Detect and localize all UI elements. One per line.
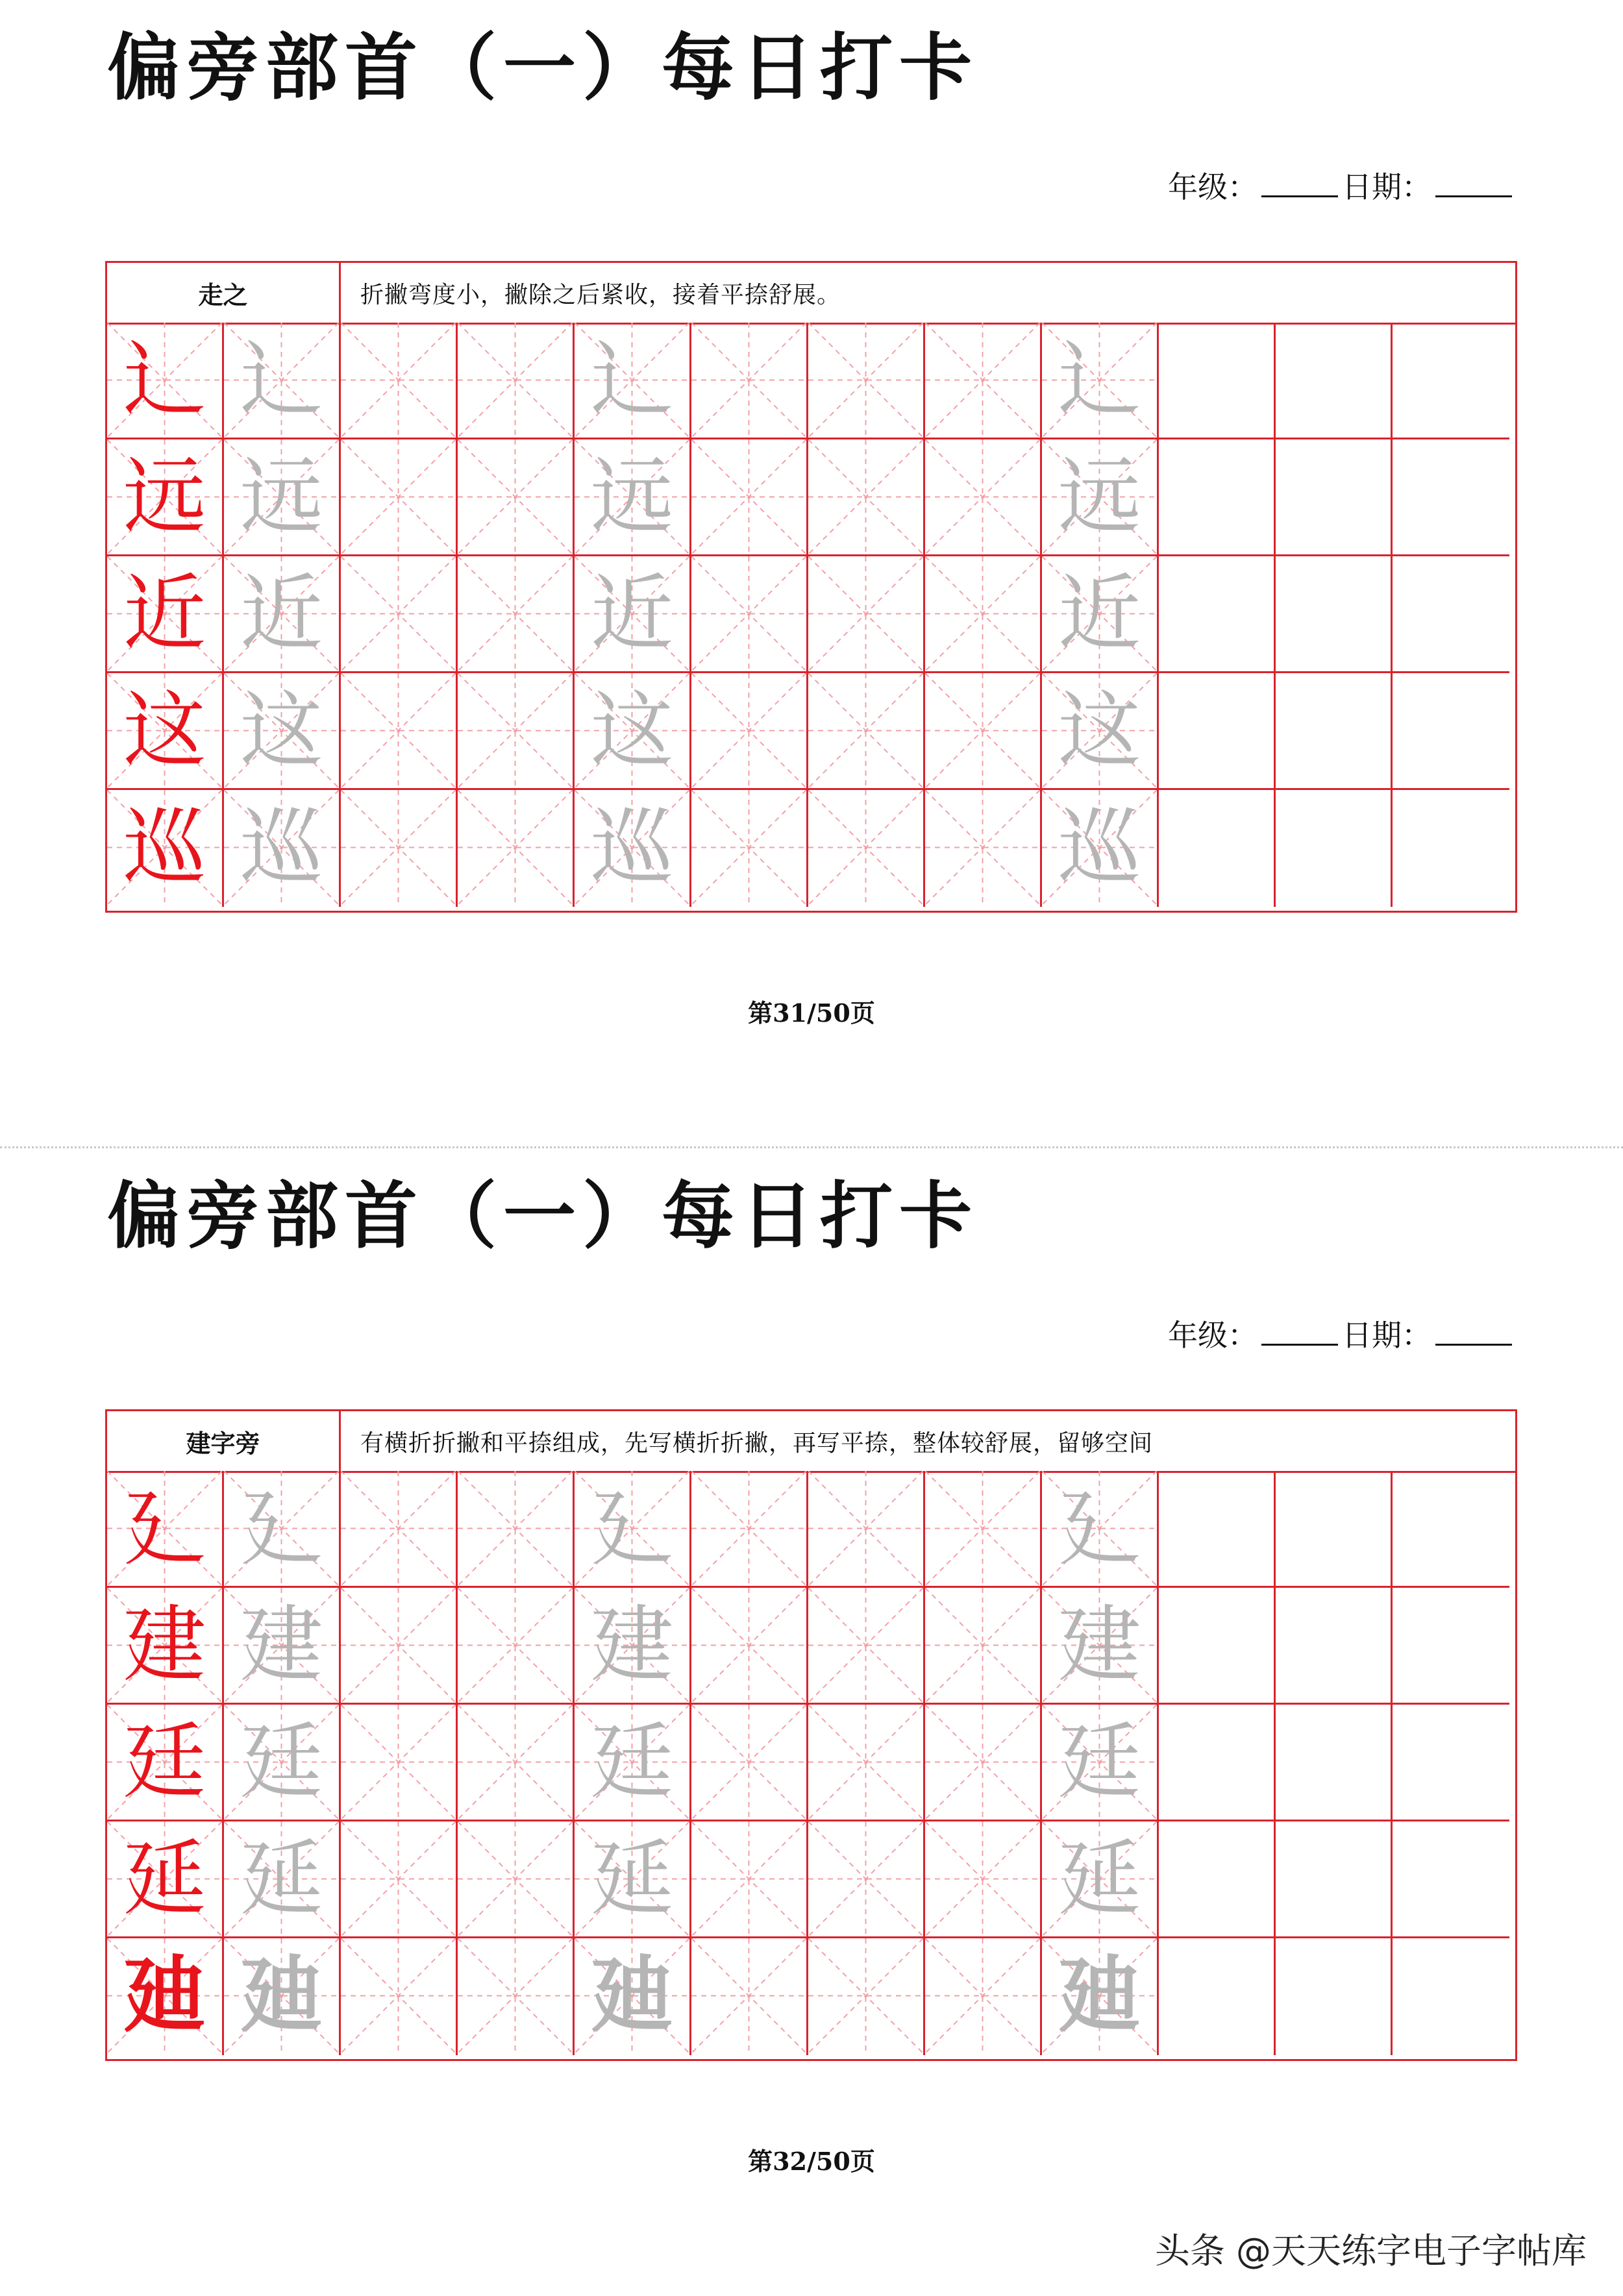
grid-cell[interactable] xyxy=(1276,1821,1393,1938)
grid-cell[interactable] xyxy=(1276,323,1393,439)
trace-character: 远 xyxy=(240,448,323,545)
guide-lines xyxy=(458,673,573,788)
guide-lines xyxy=(925,1938,1040,2053)
trace-character: 廸 xyxy=(240,1947,323,2044)
grade-date-line xyxy=(1168,1314,1516,1355)
grid-cell[interactable] xyxy=(107,1471,224,1588)
grid-cell[interactable] xyxy=(341,1821,458,1938)
grid-cell[interactable] xyxy=(107,673,224,790)
grid-cell[interactable] xyxy=(224,1588,341,1705)
grid-cell[interactable] xyxy=(1393,1471,1509,1588)
grid-cell[interactable] xyxy=(925,1471,1042,1588)
trace-character: 巡 xyxy=(590,798,674,896)
worksheet-page xyxy=(0,1148,1623,2296)
practice-sheet xyxy=(105,1409,1517,2061)
grid-cell[interactable] xyxy=(1042,1705,1159,1821)
grid-cell[interactable] xyxy=(575,790,691,907)
grid-cell[interactable] xyxy=(458,323,575,439)
page-number: 第32/50页 xyxy=(748,2147,875,2176)
grid-cell[interactable] xyxy=(1393,1705,1509,1821)
grid-cell[interactable] xyxy=(1276,556,1393,673)
guide-lines xyxy=(808,439,923,554)
grid-cell[interactable] xyxy=(458,673,575,790)
guide-lines xyxy=(341,439,456,554)
watermark: 头条 @天天练字电子字帖库 xyxy=(1154,2230,1587,2271)
trace-character: 远 xyxy=(590,448,674,545)
grid-cell[interactable] xyxy=(107,556,224,673)
grade-date-line xyxy=(1168,166,1516,206)
grid-cell[interactable] xyxy=(575,1938,691,2055)
grid-cell[interactable] xyxy=(691,439,808,556)
grid-cell[interactable] xyxy=(341,323,458,439)
grid-cell[interactable] xyxy=(1159,323,1276,439)
grid-cell[interactable] xyxy=(1159,439,1276,556)
trace-character: 延 xyxy=(1058,1830,1141,1927)
grid-cell[interactable] xyxy=(458,556,575,673)
trace-character: 这 xyxy=(590,682,674,779)
grade-blank[interactable] xyxy=(1261,166,1338,197)
trace-character: 远 xyxy=(1058,448,1141,545)
page-title: 偏旁部首（一）每日打卡 xyxy=(107,1174,978,1259)
grid-cell[interactable] xyxy=(808,1705,925,1821)
grid-cell[interactable] xyxy=(808,1588,925,1705)
guide-lines xyxy=(458,556,573,671)
grid-cell[interactable] xyxy=(341,790,458,907)
grid-cell[interactable] xyxy=(925,1938,1042,2055)
grid-cell[interactable] xyxy=(341,1588,458,1705)
grid-cell[interactable] xyxy=(107,1938,224,2055)
guide-lines xyxy=(925,1588,1040,1703)
date-label: 日期： xyxy=(1342,169,1431,204)
grid-cell[interactable] xyxy=(1042,556,1159,673)
guide-lines xyxy=(925,323,1040,438)
grid-cell[interactable] xyxy=(1159,556,1276,673)
trace-character: 廴 xyxy=(240,1479,323,1577)
grid-cell[interactable] xyxy=(575,1705,691,1821)
grid-cell[interactable] xyxy=(1276,439,1393,556)
grid-cell[interactable] xyxy=(1042,323,1159,439)
grade-label: 年级： xyxy=(1168,1318,1258,1353)
grid-cell[interactable] xyxy=(458,790,575,907)
trace-character: 近 xyxy=(1058,565,1141,662)
guide-lines xyxy=(341,673,456,788)
guide-lines xyxy=(458,1705,573,1820)
grid-cell[interactable] xyxy=(925,790,1042,907)
grid-cell[interactable] xyxy=(224,1705,341,1821)
grid-cell[interactable] xyxy=(1159,1471,1276,1588)
grid-cell[interactable] xyxy=(808,1821,925,1938)
grid-cell[interactable] xyxy=(691,556,808,673)
grid-cell[interactable] xyxy=(107,439,224,556)
writing-tip: 折撇弯度小，撇除之后紧收，接着平捺舒展。 xyxy=(360,281,841,308)
grid-cell[interactable] xyxy=(224,1471,341,1588)
guide-lines xyxy=(925,439,1040,554)
trace-character: 廷 xyxy=(1058,1713,1141,1810)
grid-cell[interactable] xyxy=(224,1821,341,1938)
model-character: 辶 xyxy=(123,331,206,428)
trace-character: 辶 xyxy=(1058,331,1141,428)
grid-cell[interactable] xyxy=(925,1588,1042,1705)
grid-cell[interactable] xyxy=(107,323,224,439)
grid-cell[interactable] xyxy=(808,790,925,907)
page-number: 第31/50页 xyxy=(748,998,875,1028)
grid-cell[interactable] xyxy=(691,1821,808,1938)
grid-cell[interactable] xyxy=(925,673,1042,790)
guide-lines xyxy=(341,556,456,671)
grid-cell[interactable] xyxy=(1276,1471,1393,1588)
guide-lines xyxy=(691,1821,806,1936)
grid-cell[interactable] xyxy=(224,556,341,673)
guide-lines xyxy=(691,1705,806,1820)
guide-lines xyxy=(458,439,573,554)
grid-cell[interactable] xyxy=(1159,1588,1276,1705)
trace-character: 近 xyxy=(240,565,323,662)
grid-cell[interactable] xyxy=(691,323,808,439)
guide-lines xyxy=(341,1821,456,1936)
guide-lines xyxy=(458,1821,573,1936)
grid-cell[interactable] xyxy=(1393,790,1509,907)
grid-cell[interactable] xyxy=(1393,1938,1509,2055)
grid-cell[interactable] xyxy=(224,323,341,439)
model-character: 这 xyxy=(123,682,206,779)
grid-cell[interactable] xyxy=(1393,673,1509,790)
grid-cell[interactable] xyxy=(575,439,691,556)
guide-lines xyxy=(691,1938,806,2053)
grid-cell[interactable] xyxy=(575,1588,691,1705)
grid-cell[interactable] xyxy=(341,439,458,556)
grid-cell[interactable] xyxy=(925,323,1042,439)
grid-cell[interactable] xyxy=(1042,790,1159,907)
grid-cell[interactable] xyxy=(1159,790,1276,907)
grid-cell[interactable] xyxy=(1276,790,1393,907)
trace-character: 建 xyxy=(590,1596,674,1694)
guide-lines xyxy=(691,1471,806,1586)
trace-character: 廷 xyxy=(240,1713,323,1810)
grid-cell[interactable] xyxy=(808,439,925,556)
guide-lines xyxy=(458,323,573,438)
grid-cell[interactable] xyxy=(1042,673,1159,790)
guide-lines xyxy=(808,790,923,905)
grid-cell[interactable] xyxy=(1393,323,1509,439)
date-blank[interactable] xyxy=(1435,1314,1512,1346)
trace-character: 延 xyxy=(590,1830,674,1927)
grid-cell[interactable] xyxy=(458,1705,575,1821)
guide-lines xyxy=(808,323,923,438)
grid-cell[interactable] xyxy=(107,1705,224,1821)
grid-cell[interactable] xyxy=(1393,439,1509,556)
grid-cell[interactable] xyxy=(575,323,691,439)
guide-lines xyxy=(458,1588,573,1703)
sheet-header xyxy=(107,1411,1515,1473)
model-character: 廸 xyxy=(123,1947,206,2044)
grid-cell[interactable] xyxy=(575,673,691,790)
grid-cell[interactable] xyxy=(925,1821,1042,1938)
trace-character: 廸 xyxy=(1058,1947,1141,2044)
grid-cell[interactable] xyxy=(224,439,341,556)
trace-character: 这 xyxy=(240,682,323,779)
grid-cell[interactable] xyxy=(925,1705,1042,1821)
grid-cell[interactable] xyxy=(1276,1938,1393,2055)
guide-lines xyxy=(458,1471,573,1586)
grid-cell[interactable] xyxy=(808,1471,925,1588)
grid-cell[interactable] xyxy=(107,1588,224,1705)
guide-lines xyxy=(341,323,456,438)
grid-cell[interactable] xyxy=(575,1821,691,1938)
guide-lines xyxy=(925,790,1040,905)
trace-character: 巡 xyxy=(1058,798,1141,896)
grid-cell[interactable] xyxy=(808,323,925,439)
model-character: 建 xyxy=(123,1596,206,1694)
trace-character: 建 xyxy=(1058,1596,1141,1694)
trace-character: 建 xyxy=(240,1596,323,1694)
grid-cell[interactable] xyxy=(575,556,691,673)
guide-lines xyxy=(341,1471,456,1586)
page-title: 偏旁部首（一）每日打卡 xyxy=(107,25,978,110)
date-blank[interactable] xyxy=(1435,166,1512,197)
grid-cell[interactable] xyxy=(691,1705,808,1821)
model-character: 近 xyxy=(123,565,206,662)
grid-cell[interactable] xyxy=(341,1938,458,2055)
trace-character: 辶 xyxy=(240,331,323,428)
guide-lines xyxy=(808,1821,923,1936)
grid-cell[interactable] xyxy=(691,673,808,790)
grid-cell[interactable] xyxy=(1042,1938,1159,2055)
grid-cell[interactable] xyxy=(458,1938,575,2055)
sheet-header xyxy=(107,263,1515,325)
guide-lines xyxy=(691,673,806,788)
model-character: 延 xyxy=(123,1830,206,1927)
model-character: 远 xyxy=(123,448,206,545)
grid-cell[interactable] xyxy=(107,1821,224,1938)
grid-cell[interactable] xyxy=(458,1471,575,1588)
grid-cell[interactable] xyxy=(691,1588,808,1705)
guide-lines xyxy=(341,790,456,905)
guide-lines xyxy=(925,1821,1040,1936)
guide-lines xyxy=(691,1588,806,1703)
trace-character: 廷 xyxy=(590,1713,674,1810)
grid-cell[interactable] xyxy=(925,439,1042,556)
guide-lines xyxy=(925,673,1040,788)
grid-cell[interactable] xyxy=(808,556,925,673)
grid-cell[interactable] xyxy=(224,1938,341,2055)
grid-cell[interactable] xyxy=(458,1821,575,1938)
trace-character: 这 xyxy=(1058,682,1141,779)
guide-lines xyxy=(691,323,806,438)
practice-sheet xyxy=(105,261,1517,913)
grid-cell[interactable] xyxy=(1042,1821,1159,1938)
guide-lines xyxy=(341,1705,456,1820)
guide-lines xyxy=(808,1588,923,1703)
guide-lines xyxy=(925,1705,1040,1820)
guide-lines xyxy=(925,556,1040,671)
radical-name: 建字旁 xyxy=(107,1411,341,1471)
model-character: 廴 xyxy=(123,1479,206,1577)
grade-blank[interactable] xyxy=(1261,1314,1338,1346)
guide-lines xyxy=(691,556,806,671)
practice-grid xyxy=(107,1471,1509,2055)
model-character: 廷 xyxy=(123,1713,206,1810)
grid-cell[interactable] xyxy=(691,1471,808,1588)
grid-cell[interactable] xyxy=(1393,1588,1509,1705)
guide-lines xyxy=(925,1471,1040,1586)
radical-name: 走之 xyxy=(107,263,341,323)
date-label: 日期： xyxy=(1342,1318,1431,1353)
guide-lines xyxy=(808,1938,923,2053)
grid-cell[interactable] xyxy=(224,790,341,907)
grid-cell[interactable] xyxy=(341,1705,458,1821)
guide-lines xyxy=(808,1705,923,1820)
grid-cell[interactable] xyxy=(458,439,575,556)
trace-character: 巡 xyxy=(240,798,323,896)
guide-lines xyxy=(808,1471,923,1586)
guide-lines xyxy=(341,1588,456,1703)
grid-cell[interactable] xyxy=(1393,1821,1509,1938)
guide-lines xyxy=(691,439,806,554)
trace-character: 廴 xyxy=(1058,1479,1141,1577)
grid-cell[interactable] xyxy=(575,1471,691,1588)
grid-cell[interactable] xyxy=(1159,1705,1276,1821)
grid-cell[interactable] xyxy=(1159,1938,1276,2055)
grid-cell[interactable] xyxy=(1042,1588,1159,1705)
grid-cell[interactable] xyxy=(1393,556,1509,673)
guide-lines xyxy=(808,556,923,671)
grid-cell[interactable] xyxy=(1159,1821,1276,1938)
guide-lines xyxy=(808,673,923,788)
trace-character: 近 xyxy=(590,565,674,662)
model-character: 巡 xyxy=(123,798,206,896)
grid-cell[interactable] xyxy=(1159,673,1276,790)
grid-cell[interactable] xyxy=(1042,1471,1159,1588)
grid-cell[interactable] xyxy=(341,673,458,790)
trace-character: 延 xyxy=(240,1830,323,1927)
grid-cell[interactable] xyxy=(925,556,1042,673)
guide-lines xyxy=(341,1938,456,2053)
grid-cell[interactable] xyxy=(691,1938,808,2055)
grid-cell[interactable] xyxy=(1276,673,1393,790)
trace-character: 廴 xyxy=(590,1479,674,1577)
grid-cell[interactable] xyxy=(808,673,925,790)
grid-cell[interactable] xyxy=(808,1938,925,2055)
grid-cell[interactable] xyxy=(1276,1705,1393,1821)
grid-cell[interactable] xyxy=(691,790,808,907)
guide-lines xyxy=(458,790,573,905)
grid-cell[interactable] xyxy=(341,556,458,673)
trace-character: 廸 xyxy=(590,1947,674,2044)
grid-cell[interactable] xyxy=(341,1471,458,1588)
practice-grid xyxy=(107,323,1509,907)
grid-cell[interactable] xyxy=(458,1588,575,1705)
grid-cell[interactable] xyxy=(107,790,224,907)
writing-tip: 有横折折撇和平捺组成，先写横折折撇，再写平捺，整体较舒展，留够空间 xyxy=(360,1429,1154,1457)
grid-cell[interactable] xyxy=(1276,1588,1393,1705)
grid-cell[interactable] xyxy=(1042,439,1159,556)
guide-lines xyxy=(458,1938,573,2053)
guide-lines xyxy=(691,790,806,905)
grid-cell[interactable] xyxy=(224,673,341,790)
trace-character: 辶 xyxy=(590,331,674,428)
grade-label: 年级： xyxy=(1168,169,1258,204)
